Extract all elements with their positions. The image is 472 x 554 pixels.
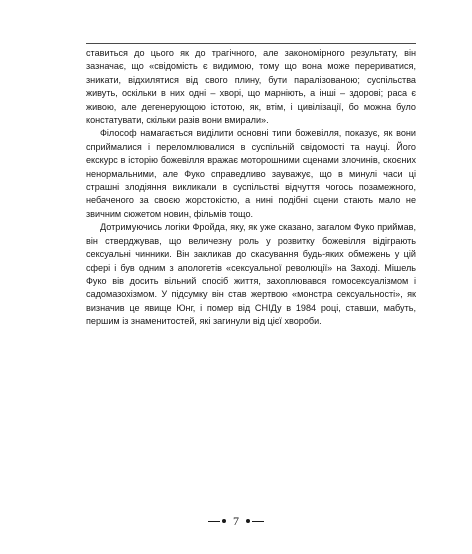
paragraph: Дотримуючись логіки Фройда, яку, як уже сказано, загалом Фуко приймав, він стверджував, що величезну роль у розвитку божевілля відіграють сексуальні чинники. Він закликав до скасування будь-яких обмежень у цій сфері і був одним з апологетів «сексуальної революції» на Заході. Мішель Фуко вів досить вільний спосіб життя, захоплювався гомосексуалізмом і садомазохізмом. У підсумку він став жертвою «монстра сексуальності», як визначив це явище Юнг, і помер від СНІДу в 1984 році, ставши, мабуть, першим із знаменитостей, які загинули від цієї хвороби. xyxy=(86,222,416,327)
paragraph: Філософ намагається виділити основні типи божевілля, показує, як вони сприймалися і переломлювалися в суспільній свідомості та науці. Його екскурс в історію божевілля вражає моторошними сценами злочинів, скоєних ненормальними, але Фуко справедливо зауважує, що в минулі часи ці страшні злодіяння викликали в суспільстві відчуття чогось позамежного, небаченого за своєю жорстокістю, а нині подібні сцени стають мало не звичним сюжетом новин, фільмів тощо. xyxy=(86,128,416,219)
footer-dot-right xyxy=(246,519,250,523)
footer-dash-left xyxy=(208,521,220,523)
footer-dot-left xyxy=(222,519,226,523)
header-rule xyxy=(86,43,416,44)
page-number: 7 xyxy=(233,514,239,529)
footer-dash-right xyxy=(252,521,264,523)
body-text xyxy=(86,47,416,329)
paragraph: ставиться до цього як до трагічного, але закономірного результату, він зазначає, що «свідомість є видимою, тому що вона може перериватися, зникати, відхилятися від свого плину, бути паралізованою; суспільства живуть, оскільки в них одні – хворі, що марніють, а інші – здорові; раса є живою, але дегенерующою істотою, як, втім, і цивілізації, бо можна було констатувати, скільки разів вони вмирали». xyxy=(86,48,416,126)
page-footer xyxy=(0,513,472,528)
